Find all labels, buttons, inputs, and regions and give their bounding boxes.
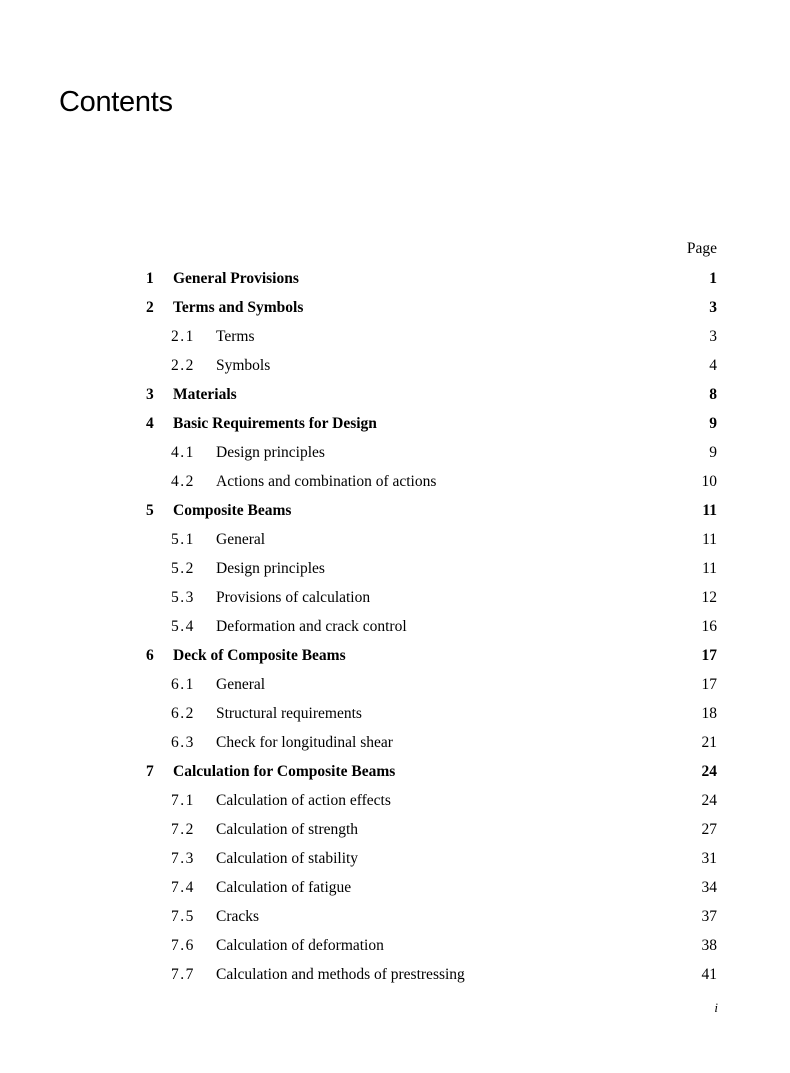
toc-section-entry[interactable] bbox=[0, 844, 790, 873]
toc-entry-number: 7.3 bbox=[171, 850, 195, 867]
toc-chapter-entry[interactable] bbox=[0, 641, 790, 670]
toc-entry-title: Calculation of fatigue bbox=[216, 879, 352, 896]
toc-section-entry[interactable] bbox=[0, 322, 790, 351]
toc-entry-page: 41 bbox=[701, 966, 717, 983]
toc-section-entry[interactable] bbox=[0, 815, 790, 844]
toc-chapter-entry[interactable] bbox=[0, 757, 790, 786]
toc-entry-title: Composite Beams bbox=[173, 502, 292, 519]
toc-entry-number: 5.2 bbox=[171, 560, 195, 577]
toc-entry-number: 5.3 bbox=[171, 589, 195, 606]
toc-entry-title: Calculation of deformation bbox=[216, 937, 384, 954]
toc-entry-title: Design principles bbox=[216, 444, 325, 461]
toc-entry-page: 11 bbox=[702, 502, 717, 519]
toc-entry-title: Calculation of stability bbox=[216, 850, 359, 867]
toc-entry-number: 2 bbox=[146, 299, 154, 316]
toc-section-entry[interactable] bbox=[0, 554, 790, 583]
toc-entry-number: 1 bbox=[146, 270, 154, 287]
toc-entry-title: Calculation of action effects bbox=[216, 792, 391, 809]
toc-section-entry[interactable] bbox=[0, 612, 790, 641]
toc-entry-page: 24 bbox=[701, 792, 717, 809]
toc-entry-number: 6 bbox=[146, 647, 154, 664]
toc-entry-title: Check for longitudinal shear bbox=[216, 734, 393, 751]
toc-chapter-entry[interactable] bbox=[0, 293, 790, 322]
toc-entry-title: Materials bbox=[173, 386, 237, 403]
toc-entry-title: Terms and Symbols bbox=[173, 299, 304, 316]
toc-entry-number: 7.2 bbox=[171, 821, 195, 838]
toc-entry-page: 12 bbox=[701, 589, 717, 606]
toc-entry-page: 10 bbox=[701, 473, 717, 490]
toc-entry-page: 24 bbox=[701, 763, 717, 780]
toc-section-entry[interactable] bbox=[0, 786, 790, 815]
toc-section-entry[interactable] bbox=[0, 438, 790, 467]
toc-entry-number: 4.1 bbox=[171, 444, 195, 461]
toc-entry-page: 3 bbox=[709, 299, 717, 316]
toc-entry-page: 9 bbox=[709, 444, 717, 461]
toc-entry-page: 16 bbox=[701, 618, 717, 635]
toc-entry-page: 17 bbox=[701, 647, 717, 664]
toc-section-entry[interactable] bbox=[0, 670, 790, 699]
toc-entry-page: 38 bbox=[701, 937, 717, 954]
toc-entry-title: Design principles bbox=[216, 560, 325, 577]
toc-entry-number: 7 bbox=[146, 763, 154, 780]
toc-entry-title: Actions and combination of actions bbox=[216, 473, 437, 490]
page-folio: i bbox=[714, 1000, 718, 1015]
toc-entry-title: General Provisions bbox=[173, 270, 299, 287]
toc-section-entry[interactable] bbox=[0, 699, 790, 728]
toc-entry-number: 6.1 bbox=[171, 676, 195, 693]
toc-entry-title: Basic Requirements for Design bbox=[173, 415, 377, 432]
toc-entry-number: 7.1 bbox=[171, 792, 195, 809]
toc-entry-page: 11 bbox=[702, 560, 717, 577]
toc-entry-page: 9 bbox=[709, 415, 717, 432]
toc-entry-page: 31 bbox=[701, 850, 717, 867]
toc-entry-page: 11 bbox=[702, 531, 717, 548]
toc-chapter-entry[interactable] bbox=[0, 409, 790, 438]
page-title: Contents bbox=[59, 86, 173, 118]
toc-section-entry[interactable] bbox=[0, 931, 790, 960]
toc-entry-number: 7.6 bbox=[171, 937, 195, 954]
toc-entry-title: Deformation and crack control bbox=[216, 618, 407, 635]
toc-entry-page: 3 bbox=[709, 328, 717, 345]
toc-entry-number: 4 bbox=[146, 415, 154, 432]
toc-section-entry[interactable] bbox=[0, 960, 790, 989]
toc-section-entry[interactable] bbox=[0, 583, 790, 612]
toc-entry-page: 17 bbox=[701, 676, 717, 693]
toc-entry-page: 18 bbox=[701, 705, 717, 722]
toc-section-entry[interactable] bbox=[0, 902, 790, 931]
toc-section-entry[interactable] bbox=[0, 351, 790, 380]
toc-entry-number: 3 bbox=[146, 386, 154, 403]
page-column-header: Page bbox=[686, 240, 717, 257]
toc-entry-number: 6.3 bbox=[171, 734, 195, 751]
toc-entry-number: 2.1 bbox=[171, 328, 195, 345]
toc-entry-title: General bbox=[216, 676, 266, 693]
toc-chapter-entry[interactable] bbox=[0, 264, 790, 293]
toc-chapter-entry[interactable] bbox=[0, 380, 790, 409]
toc-section-entry[interactable] bbox=[0, 525, 790, 554]
toc-section-entry[interactable] bbox=[0, 728, 790, 757]
toc-entry-page: 21 bbox=[701, 734, 717, 751]
toc-entry-title: Cracks bbox=[216, 908, 260, 925]
toc-entry-page: 1 bbox=[709, 270, 717, 287]
toc-entry-title: Deck of Composite Beams bbox=[173, 647, 346, 664]
toc-entry-title: Provisions of calculation bbox=[216, 589, 371, 606]
toc-entry-title: Structural requirements bbox=[216, 705, 362, 722]
toc-entry-title: General bbox=[216, 531, 266, 548]
toc-entry-page: 8 bbox=[709, 386, 717, 403]
toc-entry-page: 27 bbox=[701, 821, 717, 838]
toc-entry-number: 7.5 bbox=[171, 908, 195, 925]
toc-section-entry[interactable] bbox=[0, 467, 790, 496]
toc-chapter-entry[interactable] bbox=[0, 496, 790, 525]
toc-entry-number: 7.7 bbox=[171, 966, 195, 983]
table-of-contents bbox=[0, 264, 790, 989]
toc-entry-title: Symbols bbox=[216, 357, 271, 374]
toc-entry-title: Terms bbox=[216, 328, 255, 345]
toc-entry-title: Calculation and methods of prestressing bbox=[216, 966, 465, 983]
toc-entry-number: 7.4 bbox=[171, 879, 195, 896]
toc-entry-page: 4 bbox=[709, 357, 717, 374]
toc-entry-number: 5 bbox=[146, 502, 154, 519]
toc-entry-page: 34 bbox=[701, 879, 717, 896]
toc-entry-number: 4.2 bbox=[171, 473, 195, 490]
toc-entry-number: 5.4 bbox=[171, 618, 195, 635]
toc-entry-title: Calculation for Composite Beams bbox=[173, 763, 396, 780]
toc-section-entry[interactable] bbox=[0, 873, 790, 902]
toc-entry-number: 2.2 bbox=[171, 357, 195, 374]
toc-entry-page: 37 bbox=[701, 908, 717, 925]
toc-entry-title: Calculation of strength bbox=[216, 821, 359, 838]
toc-entry-number: 6.2 bbox=[171, 705, 195, 722]
toc-entry-number: 5.1 bbox=[171, 531, 195, 548]
